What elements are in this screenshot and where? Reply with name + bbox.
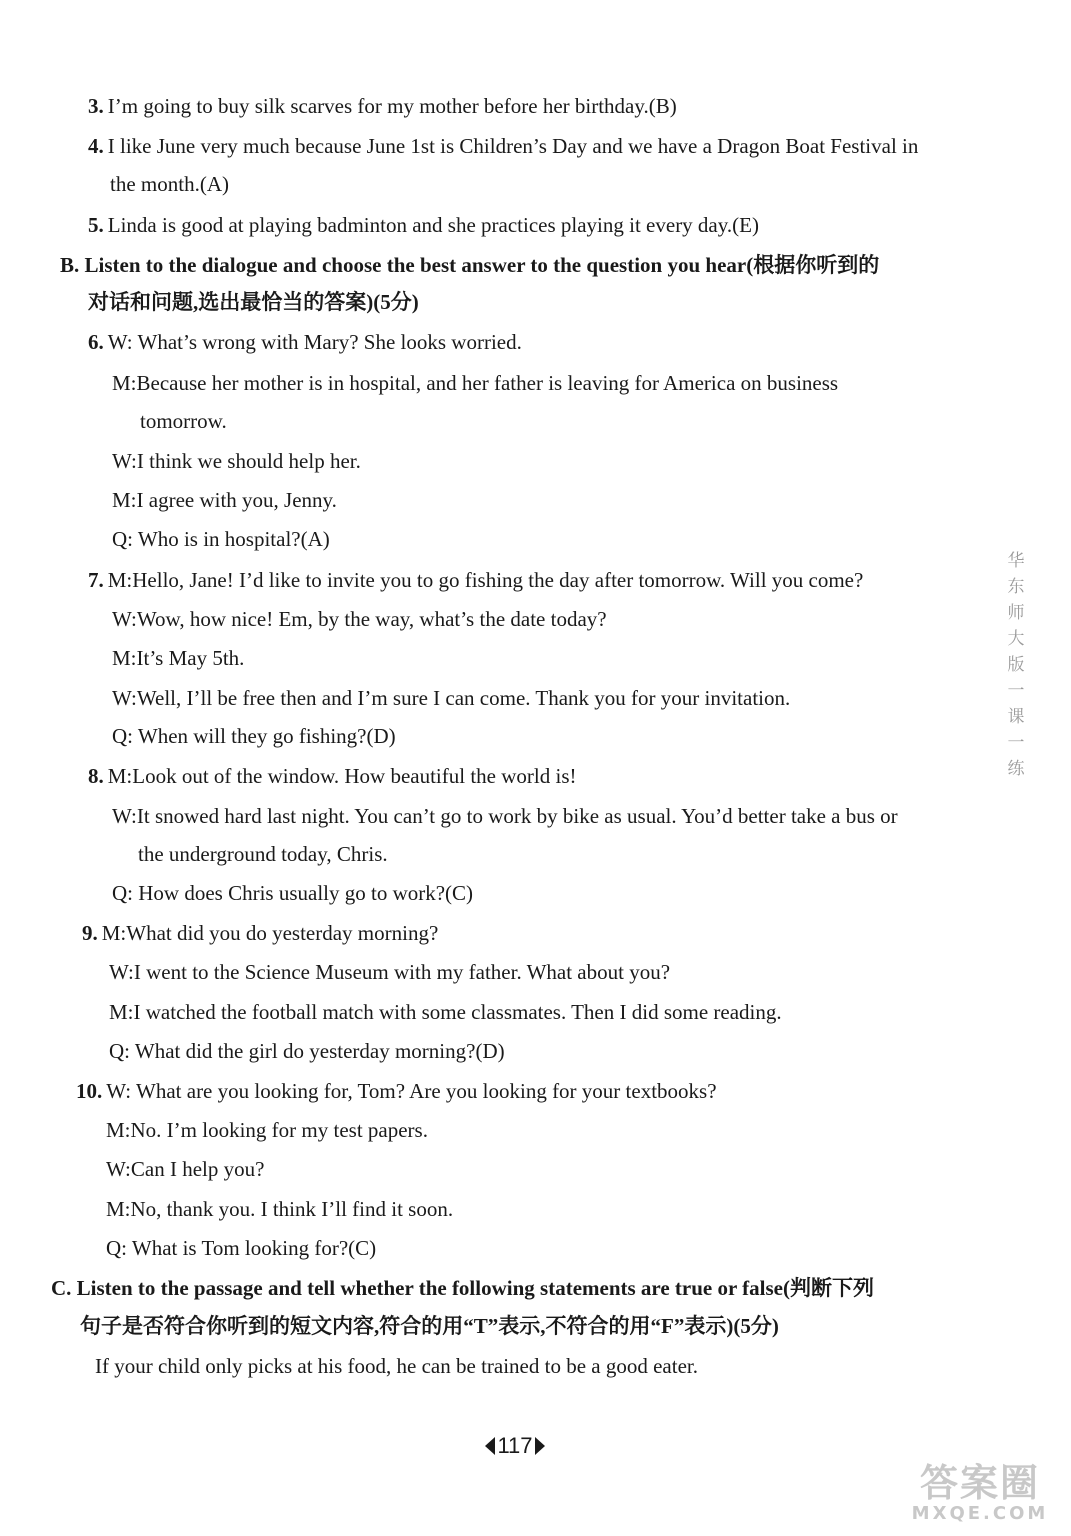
dialogue-text: How does Chris usually go to work?(C) — [138, 881, 474, 905]
item-4-continued: the month.(A) — [110, 172, 229, 196]
dialogue-8-question — [112, 880, 473, 906]
item-text: I’m going to buy silk scarves for my mother before her birthday.(B) — [107, 94, 677, 118]
dialogue-text: It snowed hard last night. You can’t go to work by bike as usual. You’d better take a bus or — [136, 804, 898, 828]
dialogue-text: Hello, Jane! I’d like to invite you to go fishing the day after tomorrow. Will you come? — [132, 568, 864, 592]
item-4 — [88, 133, 918, 159]
speaker-label: W: — [107, 330, 133, 354]
dialogue-6-line-5 — [112, 487, 337, 513]
dialogue-6-line-4 — [112, 448, 361, 474]
speaker-label: W: — [112, 607, 137, 631]
dialogue-text: What are you looking for, Tom? Are you looking for your textbooks? — [136, 1079, 717, 1103]
dialogue-text: What did you do yesterday morning? — [126, 921, 439, 945]
dialogue-text: It’s May 5th. — [136, 646, 245, 670]
item-number: 3. — [88, 94, 104, 118]
dialogue-6-line-1 — [88, 329, 522, 355]
dialogue-10-line-4 — [106, 1196, 453, 1222]
item-text: Linda is good at playing badminton and she practices playing it every day.(E) — [107, 213, 759, 237]
dialogue-8-line-1 — [88, 763, 577, 789]
dialogue-9-line-1 — [82, 920, 438, 946]
dialogue-text: No. I’m looking for my test papers. — [130, 1118, 428, 1142]
dialogue-9-line-3 — [109, 999, 782, 1025]
speaker-label: W: — [112, 804, 137, 828]
item-number: 4. — [88, 134, 104, 158]
dialogue-number: 10. — [76, 1079, 103, 1103]
speaker-label: M: — [101, 921, 127, 945]
section-b-heading: B. Listen to the dialogue and choose the best answer to the question you hear(根据你听到的 — [60, 253, 880, 277]
section-c-heading-line2: 句子是否符合你听到的短文内容,符合的用“T”表示,不符合的用“F”表示)(5分) — [80, 1314, 779, 1338]
dialogue-6-question — [112, 526, 330, 552]
speaker-label: Q: — [112, 527, 133, 551]
speaker-label: Q: — [112, 724, 133, 748]
page-number-text: 117 — [497, 1433, 533, 1458]
dialogue-6-line-2 — [112, 370, 838, 396]
item-text: I like June very much because June 1st is Children’s Day and we have a Dragon Boat Festival in — [107, 134, 919, 158]
dialogue-text: When will they go fishing?(D) — [137, 724, 396, 748]
dialogue-number: 9. — [82, 921, 98, 945]
speaker-label: M: — [109, 1000, 134, 1024]
speaker-label: Q: — [112, 881, 133, 905]
speaker-label: M: — [106, 1118, 131, 1142]
page-number — [470, 1432, 560, 1460]
dialogue-number: 6. — [88, 330, 104, 354]
item-5 — [88, 212, 759, 238]
dialogue-7-line-3 — [112, 645, 244, 671]
dialogue-text: Because her mother is in hospital, and her father is leaving for America on business — [136, 371, 839, 395]
speaker-label: M: — [112, 371, 137, 395]
dialogue-text: I watched the football match with some classmates. Then I did some reading. — [133, 1000, 782, 1024]
dialogue-7-line-1 — [88, 567, 863, 593]
item-3 — [88, 93, 677, 119]
dialogue-9-question — [109, 1038, 505, 1064]
dialogue-10-line-1 — [76, 1078, 717, 1104]
dialogue-text: What did the girl do yesterday morning?(D) — [134, 1039, 505, 1063]
speaker-label: Q: — [106, 1236, 127, 1260]
speaker-label: M: — [106, 1197, 131, 1221]
dialogue-text: I went to the Science Museum with my father. What about you? — [133, 960, 671, 984]
speaker-label: M: — [112, 646, 137, 670]
dialogue-text: No, thank you. I think I’ll find it soon. — [130, 1197, 454, 1221]
dialogue-text: Can I help you? — [130, 1157, 265, 1181]
speaker-label: W: — [106, 1079, 132, 1103]
dialogue-10-line-3 — [106, 1156, 264, 1182]
speaker-label: M: — [112, 488, 137, 512]
dialogue-6-line-3: tomorrow. — [140, 409, 227, 433]
speaker-label: W: — [109, 960, 134, 984]
speaker-label: W: — [106, 1157, 131, 1181]
dialogue-number: 7. — [88, 568, 104, 592]
section-c-passage: If your child only picks at his food, he can be trained to be a good eater. — [95, 1354, 698, 1378]
dialogue-text: Look out of the window. How beautiful the world is! — [132, 764, 577, 788]
dialogue-text: Well, I’ll be free then and I’m sure I can come. Thank you for your invitation. — [136, 686, 791, 710]
speaker-label: M: — [107, 568, 133, 592]
dialogue-text: Wow, how nice! Em, by the way, what’s the date today? — [136, 607, 607, 631]
dialogue-10-line-2 — [106, 1117, 428, 1143]
dialogue-8-line-3: the underground today, Chris. — [138, 842, 388, 866]
dialogue-8-line-2 — [112, 803, 898, 829]
dialogue-7-line-2 — [112, 606, 607, 632]
dialogue-text: Who is in hospital?(A) — [137, 527, 330, 551]
item-number: 5. — [88, 213, 104, 237]
dialogue-text: What’s wrong with Mary? She looks worried. — [137, 330, 522, 354]
dialogue-text: I think we should help her. — [136, 449, 361, 473]
watermark-logo: 答案圈 MXQE.COM — [911, 1461, 1049, 1524]
speaker-label: Q: — [109, 1039, 130, 1063]
right-triangle-icon — [535, 1437, 545, 1455]
dialogue-7-question — [112, 723, 396, 749]
dialogue-number: 8. — [88, 764, 104, 788]
dialogue-10-question — [106, 1235, 376, 1261]
left-triangle-icon — [485, 1437, 495, 1455]
sidebar-book-title: 华 东 师 大 版 一 课 一 练 — [1007, 551, 1025, 779]
section-c-heading: C. Listen to the passage and tell whether the following statements are true or false(判断下列 — [51, 1276, 874, 1300]
dialogue-text: I agree with you, Jenny. — [136, 488, 337, 512]
speaker-label: M: — [107, 764, 133, 788]
speaker-label: W: — [112, 449, 137, 473]
dialogue-text: What is Tom looking for?(C) — [131, 1236, 377, 1260]
section-b-heading-line2: 对话和问题,选出最恰当的答案)(5分) — [88, 290, 419, 314]
speaker-label: W: — [112, 686, 137, 710]
dialogue-9-line-2 — [109, 959, 670, 985]
dialogue-7-line-4 — [112, 685, 790, 711]
